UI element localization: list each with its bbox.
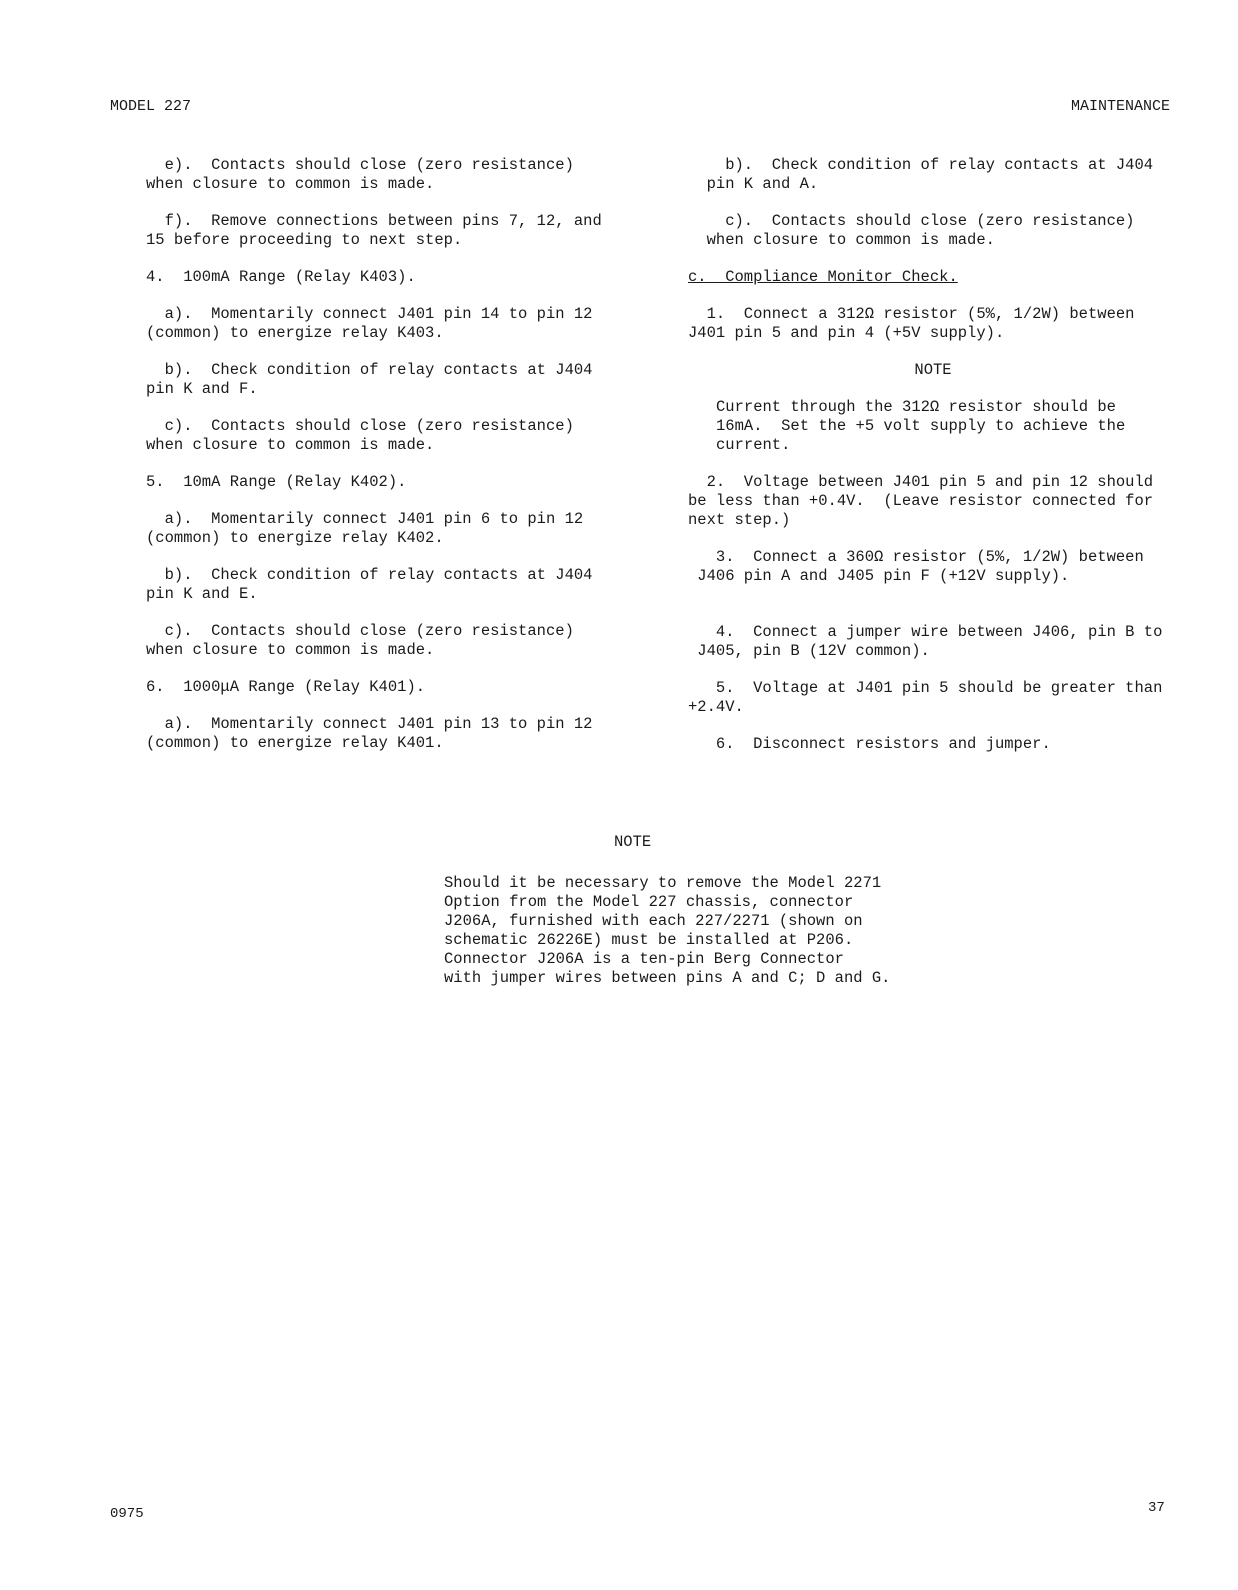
text-block: a). Momentarily connect J401 pin 6 to pin 12 (common) to energize relay K402. — [146, 510, 584, 547]
footer-date-code: 0975 — [110, 1506, 144, 1522]
section-heading: 4. 100mA Range (Relay K403). — [146, 268, 416, 286]
text-block: 5. Voltage at J401 pin 5 should be greater than +2.4V. — [688, 679, 1163, 716]
text-block: 1. Connect a 312Ω resistor (5%, 1/2W) between J401 pin 5 and pin 4 (+5V supply). — [688, 305, 1135, 342]
text-block: 2. Voltage between J401 pin 5 and pin 12 should be less than +0.4V. (Leave resistor connected for next step.) — [688, 473, 1154, 529]
text-block: c). Contacts should close (zero resistance) when closure to common is made. — [146, 622, 574, 659]
left-column — [146, 156, 616, 771]
right-column — [688, 156, 1178, 772]
text-block: b). Check condition of relay contacts at J404 pin K and F. — [146, 361, 593, 398]
text-block: f). Remove connections between pins 7, 12, and 15 before proceeding to next step. — [146, 212, 602, 249]
text-block: b). Check condition of relay contacts at J404 pin K and A. — [706, 156, 1154, 193]
section-heading: 6. 1000μA Range (Relay K401). — [146, 678, 426, 696]
compliance-heading: c. Compliance Monitor Check. — [688, 268, 958, 286]
text-block: a). Momentarily connect J401 pin 13 to pin 12 (common) to energize relay K401. — [146, 715, 593, 752]
note-title: NOTE — [914, 361, 952, 379]
section-heading: 5. 10mA Range (Relay K402). — [146, 473, 407, 491]
note-title: NOTE — [614, 833, 652, 851]
text-block: 4. Connect a jumper wire between J406, pin B to J405, pin B (12V common). — [697, 623, 1163, 660]
text-block: a). Momentarily connect J401 pin 14 to pin 12 (common) to energize relay K403. — [146, 305, 593, 342]
note-body: Should it be necessary to remove the Model 2271 Option from the Model 227 chassis, connector J206A, furnished with each 227/2271 (shown on schematic 26226E) must be installed at P206. Connector J206A is a ten-pin Berg Connector with jumper wires between pins A and C; D and G. — [444, 874, 891, 987]
page-number: 37 — [1148, 1500, 1165, 1516]
header-model: MODEL 227 — [110, 98, 192, 115]
text-block: 6. Disconnect resistors and jumper. — [688, 735, 1051, 753]
header-section: MAINTENANCE — [1070, 98, 1170, 115]
text-block: b). Check condition of relay contacts at J404 pin K and E. — [146, 566, 593, 603]
text-block: c). Contacts should close (zero resistance) when closure to common is made. — [706, 212, 1135, 249]
text-block: e). Contacts should close (zero resistance) when closure to common is made. — [146, 156, 574, 193]
bottom-note — [444, 833, 890, 988]
text-block: 3. Connect a 360Ω resistor (5%, 1/2W) between J406 pin A and J405 pin F (+12V supply). — [697, 548, 1144, 585]
note-body: Current through the 312Ω resistor should be 16mA. Set the +5 volt supply to achieve the current. — [716, 398, 1126, 454]
text-block: c). Contacts should close (zero resistance) when closure to common is made. — [146, 417, 574, 454]
